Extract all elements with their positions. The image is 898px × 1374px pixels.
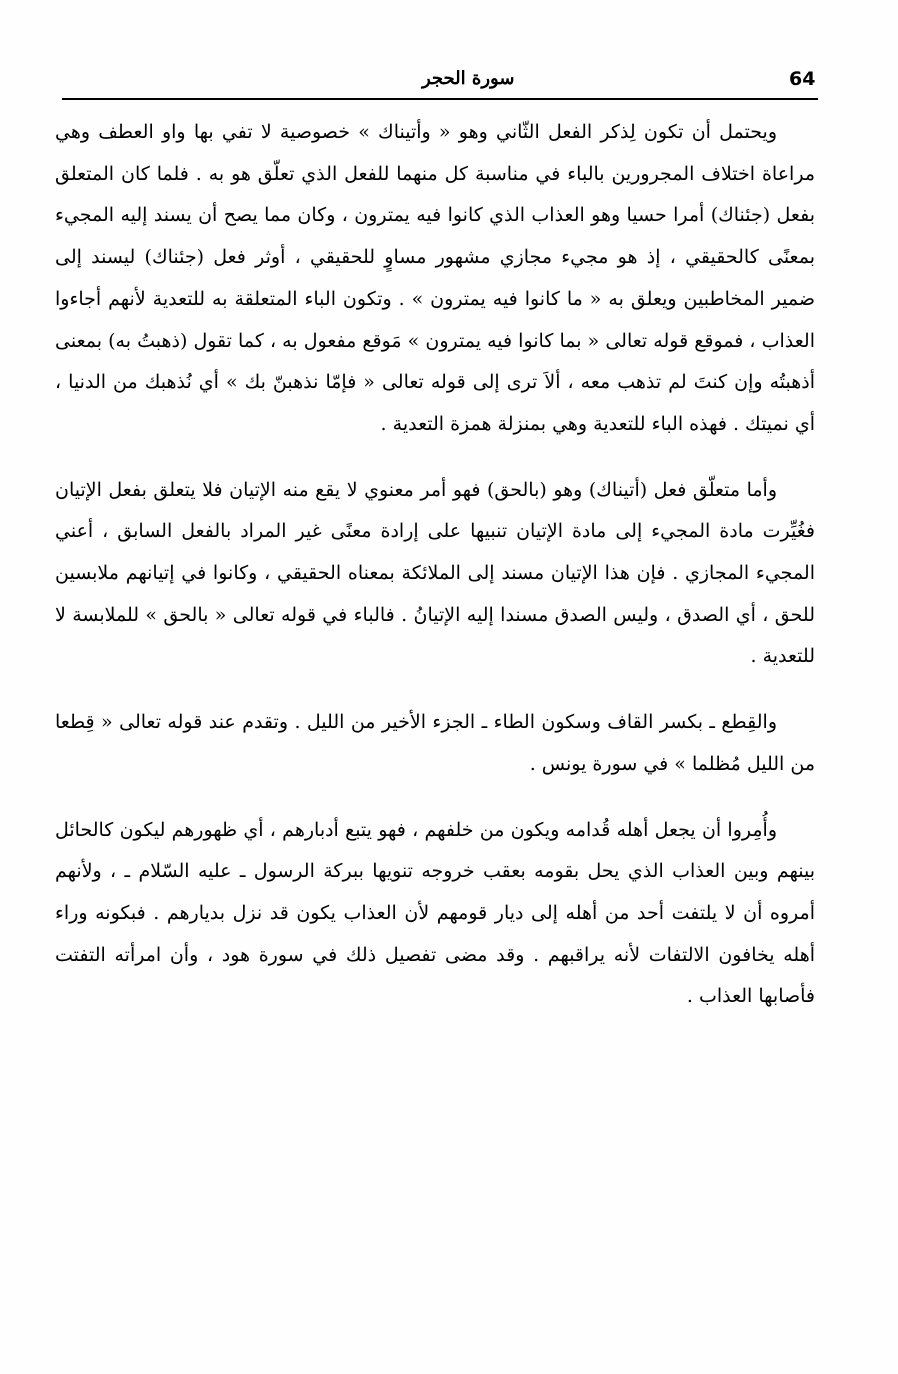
- page-header: [62, 64, 818, 100]
- paragraph-2: وأما متعلّق فعل (أتيناك) وهو (بالحق) فهو أمر معنوي لا يقع منه الإتيان فلا يتعلق بفعل الإتيان فغُيِّرت مادة المجيء إلى مادة الإتيان تنبيها على إرادة معنًى غير المراد بالفعل السابق ، أعني المجيء المجازي . فإن هذا الإتيان مسند إلى الملائكة بمعناه الحقيقي ، وكانوا في إتيانهم ملابسين للحق ، أي الصدق ، وليس الصدق مسندا إليه الإتيانُ . فالباء في قوله تعالى « بالحق » للملابسة لا للتعدية .: [55, 478, 815, 668]
- page-number: 64: [789, 68, 816, 90]
- paragraph-3: والقِطع ـ بكسر القاف وسكون الطاء ـ الجزء الأخير من الليل . وتقدم عند قوله تعالى « قِطعا من الليل مُظلما » في سورة يونس .: [55, 711, 815, 775]
- paragraph-1: ويحتمل أن تكون لِذكر الفعل الثّاني وهو « وأتيناك » خصوصية لا تفي بها واو العطف وهي مراعاة اختلاف المجرورين بالباء في مناسبة كل منهما للفعل الذي تعلّق هو به . فلما كان المتعلق بفعل (جئناك) أمرا حسيا وهو العذاب الذي كانوا فيه يمترون ، وكان مما يصح أن يسند إليه المجيء بمعنًى كالحقيقي ، إذ هو مجيء مجازي مشهور مساوٍ للحقيقي ، أوثر فعل (جئناك) ليسند إلى ضمير المخاطبين ويعلق به « ما كانوا فيه يمترون » . وتكون الباء المتعلقة به للتعدية لأنهم أجاءوا العذاب ، فموقع قوله تعالى « بما كانوا فيه يمترون » مَوقع مفعول به ، كما تقول (ذهبتُ به) بمعنى أذهبتُه وإن كنتَ لم تذهب معه ، ألاَ ترى إلى قوله تعالى « فإمّا نذهبنّ بك » أي نُذهبك من الدنيا ، أي نميتك . فهذه الباء للتعدية وهي بمنزلة همزة التعدية .: [55, 121, 815, 435]
- running-title: سورة الحجر: [422, 68, 515, 89]
- page-body: [55, 112, 815, 1042]
- paragraph-4: وأُمِروا أن يجعل أهله قُدامه ويكون من خلفهم ، فهو يتبع أدبارهم ، أي ظهورهم ليكون كالحائل بينهم وبين العذاب الذي يحل بقومه بعقب خروجه تنويها ببركة الرسول ـ عليه السّلام ـ ، ولأنهم أمروه أن لا يلتفت أحد من أهله إلى ديار قومهم لأن العذاب يكون قد نزل بديارهم . فبكونه وراء أهله يخافون الالتفات لأنه يراقبهم . وقد مضى تفصيل ذلك في سورة هود ، وأن امرأته التفتت فأصابها العذاب .: [55, 818, 815, 1008]
